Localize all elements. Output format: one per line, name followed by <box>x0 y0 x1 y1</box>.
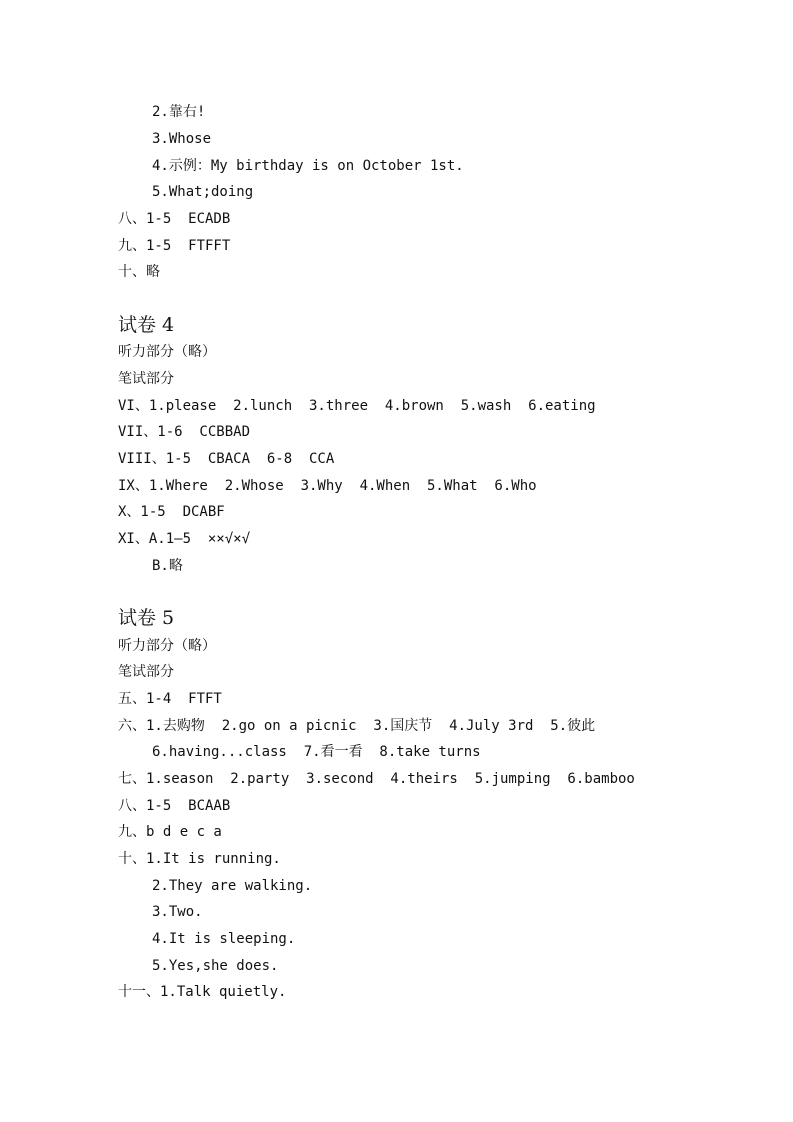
answer-line: VII、1-6 CCBBAD <box>118 424 251 440</box>
answer-line: 3.Two. <box>152 904 203 920</box>
answer-line: B.略 <box>152 558 183 574</box>
answer-line: IX、1.Where 2.Whose 3.Why 4.When 5.What 6.Who <box>118 478 537 494</box>
answer-line: 十、1.It is running. <box>118 851 281 867</box>
answer-line: 4.It is sleeping. <box>152 931 296 947</box>
answer-line: VIII、1-5 CBACA 6-8 CCA <box>118 451 335 467</box>
answer-line: 十、略 <box>118 264 160 280</box>
section-heading-paper-5: 试卷 5 <box>118 607 175 629</box>
answer-line: 八、1-5 BCAAB <box>118 798 231 814</box>
answer-line: 六、1.去购物 2.go on a picnic 3.国庆节 4.July 3rd 5.彼此 <box>118 718 596 734</box>
answer-line: 五、1-4 FTFT <box>118 691 222 707</box>
section-heading-paper-4: 试卷 4 <box>118 314 175 336</box>
answer-line: VI、1.please 2.lunch 3.three 4.brown 5.wash 6.eating <box>118 398 596 414</box>
answer-line: 笔试部分 <box>118 371 174 387</box>
answer-line: 2.They are walking. <box>152 878 313 894</box>
answer-line: 九、1-5 FTFFT <box>118 238 231 254</box>
answer-line: X、1-5 DCABF <box>118 504 225 520</box>
answer-line: 十一、1.Talk quietly. <box>118 984 287 1000</box>
answer-line: XI、A.1—5 ××√×√ <box>118 531 251 547</box>
answer-line: 3.Whose <box>152 131 212 147</box>
answer-line: 6.having...class 7.看一看 8.take turns <box>152 744 481 760</box>
answer-line: 八、1-5 ECADB <box>118 211 231 227</box>
answer-line: 5.Yes,she does. <box>152 958 279 974</box>
answer-line: 听力部分（略） <box>118 344 216 360</box>
answer-line: 笔试部分 <box>118 664 174 680</box>
answer-line: 九、b d e c a <box>118 824 222 840</box>
answer-line: 听力部分（略） <box>118 638 216 654</box>
answer-line: 4.示例：My birthday is on October 1st. <box>152 158 464 174</box>
answer-line: 七、1.season 2.party 3.second 4.theirs 5.jumping 6.bamboo <box>118 771 635 787</box>
answer-line: 5.What;doing <box>152 184 254 200</box>
answer-line: 2.靠右! <box>152 104 206 120</box>
